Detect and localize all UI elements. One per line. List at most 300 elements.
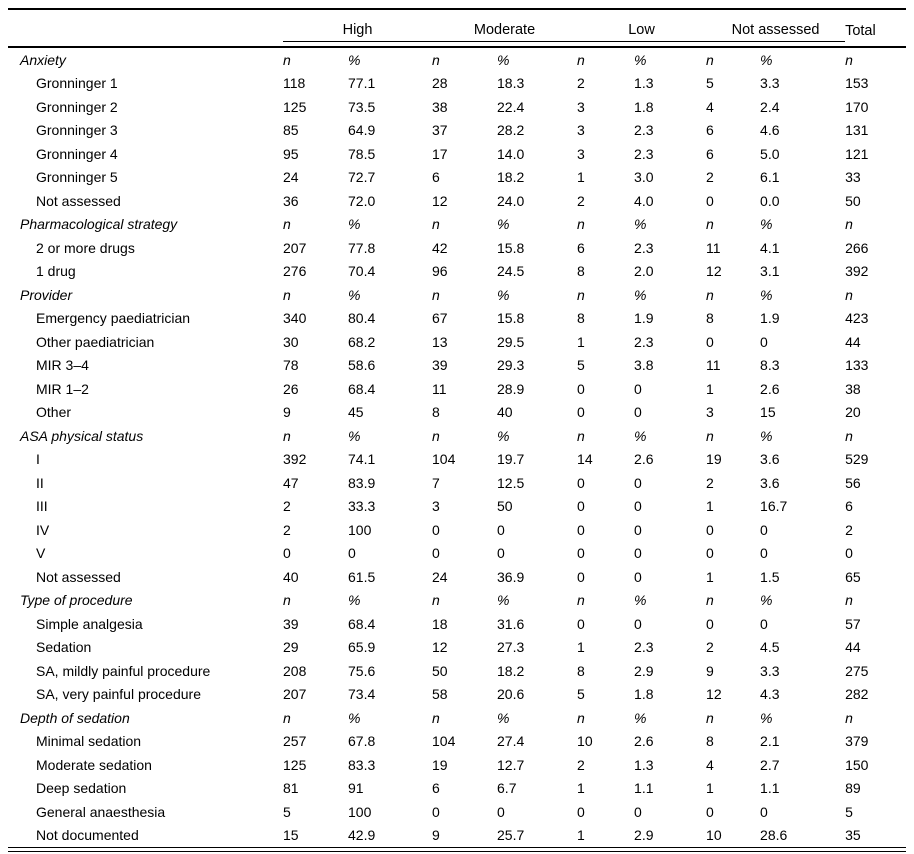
cell-value: 0 bbox=[577, 803, 585, 820]
stat-header-cell: % bbox=[634, 427, 647, 444]
stat-header-cell: % bbox=[634, 709, 647, 726]
stat-header-cell: n bbox=[845, 427, 853, 444]
row-label: 2 or more drugs bbox=[36, 239, 135, 256]
table-row bbox=[8, 354, 906, 378]
cell-value: 72.7 bbox=[348, 169, 376, 186]
stat-header-cell: n bbox=[283, 592, 291, 609]
cell-value: 0 bbox=[634, 615, 642, 632]
cell-value: 77.1 bbox=[348, 75, 376, 92]
section-label: ASA physical status bbox=[20, 427, 144, 444]
cell-value: 78.5 bbox=[348, 145, 376, 162]
cell-value: 19.7 bbox=[497, 451, 525, 468]
cell-value: 8 bbox=[706, 310, 714, 327]
table-row bbox=[8, 612, 906, 636]
cell-value: 100 bbox=[348, 521, 372, 538]
table-row bbox=[8, 72, 906, 96]
cell-value: 16.7 bbox=[760, 498, 788, 515]
group-header-label: Low bbox=[577, 14, 706, 42]
table-row bbox=[8, 95, 906, 119]
cell-value: 68.4 bbox=[348, 615, 376, 632]
cell-value: 42.9 bbox=[348, 827, 376, 844]
row-label: Other paediatrician bbox=[36, 333, 155, 350]
cell-value: 28.6 bbox=[760, 827, 788, 844]
cell-value: 170 bbox=[845, 98, 869, 115]
table-row bbox=[8, 800, 906, 824]
row-label: SA, very painful procedure bbox=[36, 686, 201, 703]
section-label: Anxiety bbox=[20, 51, 66, 68]
cell-value: 0 bbox=[634, 521, 642, 538]
cell-value: 56 bbox=[845, 474, 861, 491]
cell-value: 379 bbox=[845, 733, 869, 750]
cell-value: 36.9 bbox=[497, 568, 525, 585]
stat-header-cell: % bbox=[634, 286, 647, 303]
table-row bbox=[8, 683, 906, 707]
cell-value: 2 bbox=[577, 756, 585, 773]
stat-header-cell: n bbox=[706, 709, 714, 726]
cell-value: 2.3 bbox=[634, 122, 654, 139]
table-row bbox=[8, 142, 906, 166]
cell-value: 3 bbox=[577, 145, 585, 162]
section-row bbox=[8, 283, 906, 307]
stat-header-cell: n bbox=[577, 427, 585, 444]
cell-value: 12 bbox=[706, 686, 722, 703]
stat-header-cell: % bbox=[634, 216, 647, 233]
section-label: Depth of sedation bbox=[20, 709, 130, 726]
cell-value: 77.8 bbox=[348, 239, 376, 256]
cell-value: 12 bbox=[706, 263, 722, 280]
cell-value: 1.1 bbox=[634, 780, 654, 797]
cell-value: 39 bbox=[283, 615, 299, 632]
table-row bbox=[8, 330, 906, 354]
group-header-high bbox=[283, 9, 432, 47]
cell-value: 0 bbox=[634, 803, 642, 820]
stat-header-cell: % bbox=[634, 51, 647, 68]
group-header-not-assessed bbox=[706, 9, 845, 47]
cell-value: 15 bbox=[283, 827, 299, 844]
cell-value: 0 bbox=[634, 380, 642, 397]
cell-value: 4.6 bbox=[760, 122, 780, 139]
stat-header-cell: % bbox=[348, 427, 361, 444]
row-label: Minimal sedation bbox=[36, 733, 142, 750]
stat-header-cell: n bbox=[845, 709, 853, 726]
cell-value: 74.1 bbox=[348, 451, 376, 468]
cell-value: 1.1 bbox=[760, 780, 780, 797]
row-label: Deep sedation bbox=[36, 780, 127, 797]
cell-value: 28.2 bbox=[497, 122, 525, 139]
table-row bbox=[8, 659, 906, 683]
cell-value: 3 bbox=[577, 122, 585, 139]
stat-header-cell: % bbox=[348, 592, 361, 609]
stat-header-cell: n bbox=[283, 216, 291, 233]
cell-value: 1 bbox=[577, 169, 585, 186]
row-label: 1 drug bbox=[36, 263, 76, 280]
cell-value: 257 bbox=[283, 733, 307, 750]
cell-value: 72.0 bbox=[348, 192, 376, 209]
stat-header-cell: n bbox=[577, 286, 585, 303]
cell-value: 2.7 bbox=[760, 756, 780, 773]
cell-value: 65.9 bbox=[348, 639, 376, 656]
stat-header-cell: n bbox=[283, 286, 291, 303]
cell-value: 5 bbox=[577, 357, 585, 374]
stat-header-cell: % bbox=[760, 592, 773, 609]
stat-header-cell: n bbox=[432, 216, 440, 233]
cell-value: 0 bbox=[577, 380, 585, 397]
row-label: Simple analgesia bbox=[36, 615, 143, 632]
stat-header-cell: n bbox=[845, 286, 853, 303]
cell-value: 44 bbox=[845, 333, 861, 350]
stat-header-cell: % bbox=[348, 51, 361, 68]
table-row bbox=[8, 753, 906, 777]
cell-value: 1.8 bbox=[634, 98, 654, 115]
stat-header-cell: n bbox=[845, 51, 853, 68]
cell-value: 3.3 bbox=[760, 662, 780, 679]
table-row bbox=[8, 730, 906, 754]
cell-value: 20 bbox=[845, 404, 861, 421]
cell-value: 2.9 bbox=[634, 827, 654, 844]
cell-value: 80.4 bbox=[348, 310, 376, 327]
stat-header-cell: % bbox=[497, 216, 510, 233]
cell-value: 26 bbox=[283, 380, 299, 397]
cell-value: 2 bbox=[283, 521, 291, 538]
stat-header-cell: % bbox=[497, 427, 510, 444]
table-row bbox=[8, 260, 906, 284]
stat-header-cell: % bbox=[497, 51, 510, 68]
section-label: Pharmacological strategy bbox=[20, 216, 178, 233]
cell-value: 4 bbox=[706, 756, 714, 773]
cell-value: 100 bbox=[348, 803, 372, 820]
cell-value: 40 bbox=[497, 404, 513, 421]
row-label: Other bbox=[36, 404, 72, 421]
cell-value: 3.8 bbox=[634, 357, 654, 374]
cell-value: 19 bbox=[706, 451, 722, 468]
cell-value: 1.9 bbox=[760, 310, 780, 327]
cell-value: 15 bbox=[760, 404, 776, 421]
cell-value: 0 bbox=[577, 545, 585, 562]
stat-header-cell: % bbox=[634, 592, 647, 609]
cell-value: 68.4 bbox=[348, 380, 376, 397]
cell-value: 38 bbox=[432, 98, 448, 115]
cell-value: 73.4 bbox=[348, 686, 376, 703]
stat-header-cell: % bbox=[760, 51, 773, 68]
cell-value: 91 bbox=[348, 780, 364, 797]
cell-value: 33 bbox=[845, 169, 861, 186]
cell-value: 67 bbox=[432, 310, 448, 327]
cell-value: 1 bbox=[577, 827, 585, 844]
stat-header-cell: % bbox=[348, 216, 361, 233]
stat-header-cell: n bbox=[577, 216, 585, 233]
cell-value: 83.9 bbox=[348, 474, 376, 491]
cell-value: 39 bbox=[432, 357, 448, 374]
stat-header-cell: % bbox=[348, 709, 361, 726]
table-row bbox=[8, 307, 906, 331]
cell-value: 9 bbox=[706, 662, 714, 679]
stat-header-cell: n bbox=[845, 592, 853, 609]
cell-value: 0 bbox=[432, 803, 440, 820]
cell-value: 0 bbox=[706, 333, 714, 350]
cell-value: 131 bbox=[845, 122, 869, 139]
cell-value: 31.6 bbox=[497, 615, 525, 632]
row-label: Not documented bbox=[36, 827, 139, 844]
group-header-label bbox=[8, 31, 283, 42]
cell-value: 50 bbox=[432, 662, 448, 679]
cell-value: 68.2 bbox=[348, 333, 376, 350]
cell-value: 50 bbox=[845, 192, 861, 209]
table-row bbox=[8, 401, 906, 425]
cell-value: 8.3 bbox=[760, 357, 780, 374]
table-row bbox=[8, 565, 906, 589]
cell-value: 2.3 bbox=[634, 333, 654, 350]
cell-value: 6 bbox=[577, 239, 585, 256]
cell-value: 0 bbox=[706, 545, 714, 562]
results-table bbox=[8, 8, 906, 848]
cell-value: 73.5 bbox=[348, 98, 376, 115]
table-row bbox=[8, 518, 906, 542]
cell-value: 0 bbox=[283, 545, 291, 562]
cell-value: 19 bbox=[432, 756, 448, 773]
row-label: MIR 1–2 bbox=[36, 380, 89, 397]
cell-value: 1 bbox=[577, 333, 585, 350]
row-label: Gronninger 3 bbox=[36, 122, 118, 139]
cell-value: 4.3 bbox=[760, 686, 780, 703]
cell-value: 208 bbox=[283, 662, 307, 679]
cell-value: 0 bbox=[577, 404, 585, 421]
stat-header-cell: n bbox=[577, 592, 585, 609]
stat-header-cell: % bbox=[760, 216, 773, 233]
cell-value: 44 bbox=[845, 639, 861, 656]
cell-value: 57 bbox=[845, 615, 861, 632]
cell-value: 0 bbox=[497, 545, 505, 562]
cell-value: 37 bbox=[432, 122, 448, 139]
table-row bbox=[8, 495, 906, 519]
cell-value: 0 bbox=[432, 545, 440, 562]
group-header-empty bbox=[8, 9, 283, 47]
cell-value: 96 bbox=[432, 263, 448, 280]
cell-value: 0 bbox=[845, 545, 853, 562]
group-header-label: Total bbox=[845, 23, 876, 39]
cell-value: 0 bbox=[760, 333, 768, 350]
cell-value: 9 bbox=[283, 404, 291, 421]
cell-value: 61.5 bbox=[348, 568, 376, 585]
stat-header-cell: n bbox=[283, 51, 291, 68]
group-header-label: High bbox=[283, 14, 432, 42]
cell-value: 0 bbox=[432, 521, 440, 538]
cell-value: 276 bbox=[283, 263, 307, 280]
cell-value: 28.9 bbox=[497, 380, 525, 397]
cell-value: 2.3 bbox=[634, 145, 654, 162]
cell-value: 64.9 bbox=[348, 122, 376, 139]
row-label: Gronninger 2 bbox=[36, 98, 118, 115]
section-row bbox=[8, 47, 906, 72]
cell-value: 20.6 bbox=[497, 686, 525, 703]
stat-header-cell: n bbox=[845, 216, 853, 233]
cell-value: 1 bbox=[706, 380, 714, 397]
stat-header-cell: % bbox=[348, 286, 361, 303]
cell-value: 2.3 bbox=[634, 239, 654, 256]
stat-header-cell: n bbox=[577, 51, 585, 68]
cell-value: 3.6 bbox=[760, 451, 780, 468]
cell-value: 67.8 bbox=[348, 733, 376, 750]
stat-header-cell: n bbox=[432, 427, 440, 444]
cell-value: 45 bbox=[348, 404, 364, 421]
cell-value: 12 bbox=[432, 192, 448, 209]
cell-value: 29.3 bbox=[497, 357, 525, 374]
group-header-low bbox=[577, 9, 706, 47]
cell-value: 0 bbox=[706, 803, 714, 820]
cell-value: 13 bbox=[432, 333, 448, 350]
cell-value: 38 bbox=[845, 380, 861, 397]
cell-value: 5.0 bbox=[760, 145, 780, 162]
cell-value: 5 bbox=[706, 75, 714, 92]
cell-value: 392 bbox=[845, 263, 869, 280]
table-row bbox=[8, 777, 906, 801]
cell-value: 6 bbox=[845, 498, 853, 515]
cell-value: 0 bbox=[706, 615, 714, 632]
cell-value: 0 bbox=[634, 545, 642, 562]
stat-header-cell: n bbox=[706, 286, 714, 303]
cell-value: 2 bbox=[706, 474, 714, 491]
stat-header-cell: n bbox=[577, 709, 585, 726]
cell-value: 36 bbox=[283, 192, 299, 209]
cell-value: 14 bbox=[577, 451, 593, 468]
cell-value: 3.1 bbox=[760, 263, 780, 280]
cell-value: 2 bbox=[706, 169, 714, 186]
cell-value: 0 bbox=[577, 521, 585, 538]
cell-value: 8 bbox=[577, 310, 585, 327]
stat-header-cell: n bbox=[706, 592, 714, 609]
cell-value: 6 bbox=[432, 169, 440, 186]
cell-value: 340 bbox=[283, 310, 307, 327]
cell-value: 0 bbox=[497, 803, 505, 820]
cell-value: 133 bbox=[845, 357, 869, 374]
cell-value: 75.6 bbox=[348, 662, 376, 679]
cell-value: 0 bbox=[577, 474, 585, 491]
cell-value: 18.2 bbox=[497, 662, 525, 679]
section-row bbox=[8, 424, 906, 448]
cell-value: 104 bbox=[432, 451, 456, 468]
cell-value: 27.3 bbox=[497, 639, 525, 656]
cell-value: 4.0 bbox=[634, 192, 654, 209]
cell-value: 6 bbox=[432, 780, 440, 797]
cell-value: 18 bbox=[432, 615, 448, 632]
cell-value: 0 bbox=[634, 404, 642, 421]
cell-value: 104 bbox=[432, 733, 456, 750]
cell-value: 27.4 bbox=[497, 733, 525, 750]
cell-value: 0 bbox=[577, 498, 585, 515]
cell-value: 2.9 bbox=[634, 662, 654, 679]
cell-value: 0 bbox=[497, 521, 505, 538]
group-header-row bbox=[8, 9, 906, 47]
stat-header-cell: % bbox=[760, 286, 773, 303]
cell-value: 29.5 bbox=[497, 333, 525, 350]
stat-header-cell: n bbox=[283, 709, 291, 726]
group-header-label: Moderate bbox=[432, 14, 577, 42]
cell-value: 5 bbox=[283, 803, 291, 820]
cell-value: 42 bbox=[432, 239, 448, 256]
cell-value: 24.5 bbox=[497, 263, 525, 280]
cell-value: 6 bbox=[706, 145, 714, 162]
cell-value: 2.3 bbox=[634, 639, 654, 656]
table-row bbox=[8, 189, 906, 213]
row-label: V bbox=[36, 545, 46, 562]
cell-value: 15.8 bbox=[497, 310, 525, 327]
cell-value: 1 bbox=[706, 780, 714, 797]
cell-value: 4 bbox=[706, 98, 714, 115]
cell-value: 4.1 bbox=[760, 239, 780, 256]
cell-value: 8 bbox=[706, 733, 714, 750]
cell-value: 2 bbox=[283, 498, 291, 515]
row-label: Emergency paediatrician bbox=[36, 310, 191, 327]
cell-value: 1 bbox=[577, 780, 585, 797]
stat-header-cell: n bbox=[706, 51, 714, 68]
cell-value: 125 bbox=[283, 98, 307, 115]
section-row bbox=[8, 213, 906, 237]
cell-value: 24.0 bbox=[497, 192, 525, 209]
stat-header-cell: n bbox=[432, 286, 440, 303]
table-row bbox=[8, 824, 906, 848]
cell-value: 1.3 bbox=[634, 75, 654, 92]
cell-value: 10 bbox=[706, 827, 722, 844]
row-label: SA, mildly painful procedure bbox=[36, 662, 211, 679]
table-row bbox=[8, 166, 906, 190]
table-header bbox=[8, 9, 906, 47]
cell-value: 2 bbox=[577, 75, 585, 92]
table-row bbox=[8, 636, 906, 660]
cell-value: 8 bbox=[432, 404, 440, 421]
cell-value: 121 bbox=[845, 145, 869, 162]
cell-value: 40 bbox=[283, 568, 299, 585]
cell-value: 1.9 bbox=[634, 310, 654, 327]
cell-value: 6.1 bbox=[760, 169, 780, 186]
cell-value: 3.0 bbox=[634, 169, 654, 186]
cell-value: 28 bbox=[432, 75, 448, 92]
stat-header-cell: % bbox=[497, 592, 510, 609]
cell-value: 24 bbox=[432, 568, 448, 585]
cell-value: 85 bbox=[283, 122, 299, 139]
cell-value: 5 bbox=[577, 686, 585, 703]
cell-value: 50 bbox=[497, 498, 513, 515]
cell-value: 1 bbox=[706, 568, 714, 585]
cell-value: 58.6 bbox=[348, 357, 376, 374]
cell-value: 65 bbox=[845, 568, 861, 585]
cell-value: 8 bbox=[577, 662, 585, 679]
cell-value: 3 bbox=[432, 498, 440, 515]
table-body bbox=[8, 47, 906, 848]
cell-value: 33.3 bbox=[348, 498, 376, 515]
cell-value: 12 bbox=[432, 639, 448, 656]
row-label: Moderate sedation bbox=[36, 756, 152, 773]
cell-value: 0 bbox=[348, 545, 356, 562]
cell-value: 11 bbox=[432, 380, 447, 397]
table-row bbox=[8, 236, 906, 260]
cell-value: 150 bbox=[845, 756, 869, 773]
row-label: Gronninger 4 bbox=[36, 145, 118, 162]
cell-value: 11 bbox=[706, 357, 721, 374]
table-row bbox=[8, 542, 906, 566]
cell-value: 2 bbox=[577, 192, 585, 209]
row-label: General anaesthesia bbox=[36, 803, 166, 820]
cell-value: 3.3 bbox=[760, 75, 780, 92]
row-label: Gronninger 1 bbox=[36, 75, 118, 92]
section-label: Type of procedure bbox=[20, 592, 133, 609]
cell-value: 153 bbox=[845, 75, 869, 92]
table-row bbox=[8, 377, 906, 401]
bottom-rule bbox=[8, 851, 906, 852]
row-label: III bbox=[36, 498, 48, 515]
cell-value: 0 bbox=[577, 568, 585, 585]
group-header-moderate bbox=[432, 9, 577, 47]
cell-value: 6.7 bbox=[497, 780, 517, 797]
cell-value: 3.6 bbox=[760, 474, 780, 491]
